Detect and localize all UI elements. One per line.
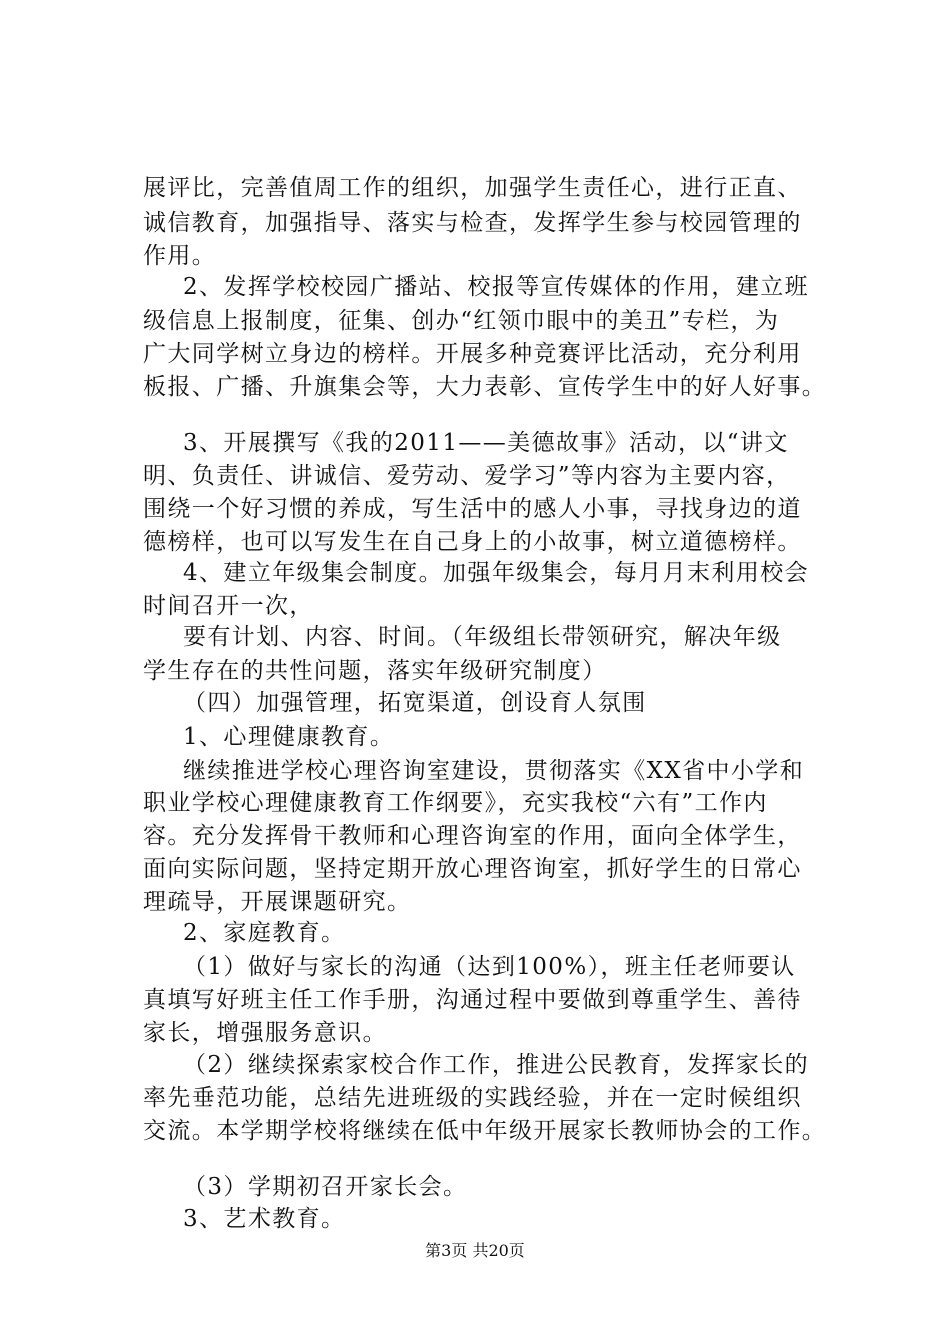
subsection-heading: 2、家庭教育。 bbox=[183, 920, 346, 946]
text-line: （2）继续探索家校合作工作，推进公民教育，发挥家长的 bbox=[183, 1052, 810, 1078]
text-line: 容。充分发挥骨干教师和心理咨询室的作用，面向全体学生， bbox=[143, 823, 802, 849]
text-line: 板报、广播、升旗集会等，大力表彰、宣传学生中的好人好事。 bbox=[143, 374, 827, 400]
text-line: 交流。本学期学校将继续在低中年级开展家长教师协会的工作。 bbox=[143, 1118, 827, 1144]
text-line: 诚信教育，加强指导、落实与检查，发挥学生参与校园管理的 bbox=[143, 210, 802, 236]
section-heading: （四）加强管理，拓宽渠道，创设育人氛围 bbox=[183, 690, 647, 716]
page-footer: 第3页 共20页 bbox=[425, 1241, 525, 1260]
text-line: 展评比，完善值周工作的组织，加强学生责任心，进行正直、 bbox=[143, 175, 802, 201]
text-line: 围绕一个好习惯的养成，写生活中的感人小事，寻找身边的道 bbox=[143, 496, 802, 522]
text-line: （3）学期初召开家长会。 bbox=[183, 1174, 468, 1200]
text-line: 职业学校心理健康教育工作纲要》，充实我校“六有”工作内 bbox=[143, 790, 768, 816]
text-line: 面向实际问题，坚持定期开放心理咨询室，抓好学生的日常心 bbox=[143, 856, 802, 882]
text-line: 理疏导，开展课题研究。 bbox=[143, 889, 412, 915]
text-line: 2、发挥学校校园广播站、校报等宣传媒体的作用，建立班 bbox=[183, 274, 810, 300]
text-line: 家长，增强服务意识。 bbox=[143, 1020, 387, 1046]
text-line: 学生存在的共性问题，落实年级研究制度） bbox=[143, 658, 607, 684]
text-line: 作用。 bbox=[143, 243, 217, 269]
text-line: 要有计划、内容、时间。（年级组长带领研究，解决年级 bbox=[183, 624, 782, 650]
text-line: 继续推进学校心理咨询室建设，贯彻落实《XX省中小学和 bbox=[183, 758, 805, 784]
text-line: 率先垂范功能，总结先进班级的实践经验，并在一定时候组织 bbox=[143, 1085, 802, 1111]
subsection-heading: 3、艺术教育。 bbox=[183, 1206, 346, 1232]
text-line: （1）做好与家长的沟通（达到100%），班主任老师要认 bbox=[183, 954, 796, 980]
text-line: 德榜样，也可以写发生在自己身上的小故事，树立道德榜样。 bbox=[143, 529, 802, 555]
text-line: 级信息上报制度，征集、创办“红领巾眼中的美丑”专栏，为 bbox=[143, 308, 780, 334]
text-line: 明、负责任、讲诚信、爱劳动、爱学习”等内容为主要内容， bbox=[143, 463, 791, 489]
text-line: 时间召开一次， bbox=[143, 593, 314, 619]
subsection-heading: 1、心理健康教育。 bbox=[183, 724, 395, 750]
text-line: 广大同学树立身边的榜样。开展多种竞赛评比活动，充分利用 bbox=[143, 341, 802, 367]
text-line: 真填写好班主任工作手册，沟通过程中要做到尊重学生、善待 bbox=[143, 987, 802, 1013]
text-line: 4、建立年级集会制度。加强年级集会，每月月末利用校会 bbox=[183, 560, 810, 586]
text-line: 3、开展撰写《我的2011——美德故事》活动，以“讲文 bbox=[183, 430, 789, 456]
